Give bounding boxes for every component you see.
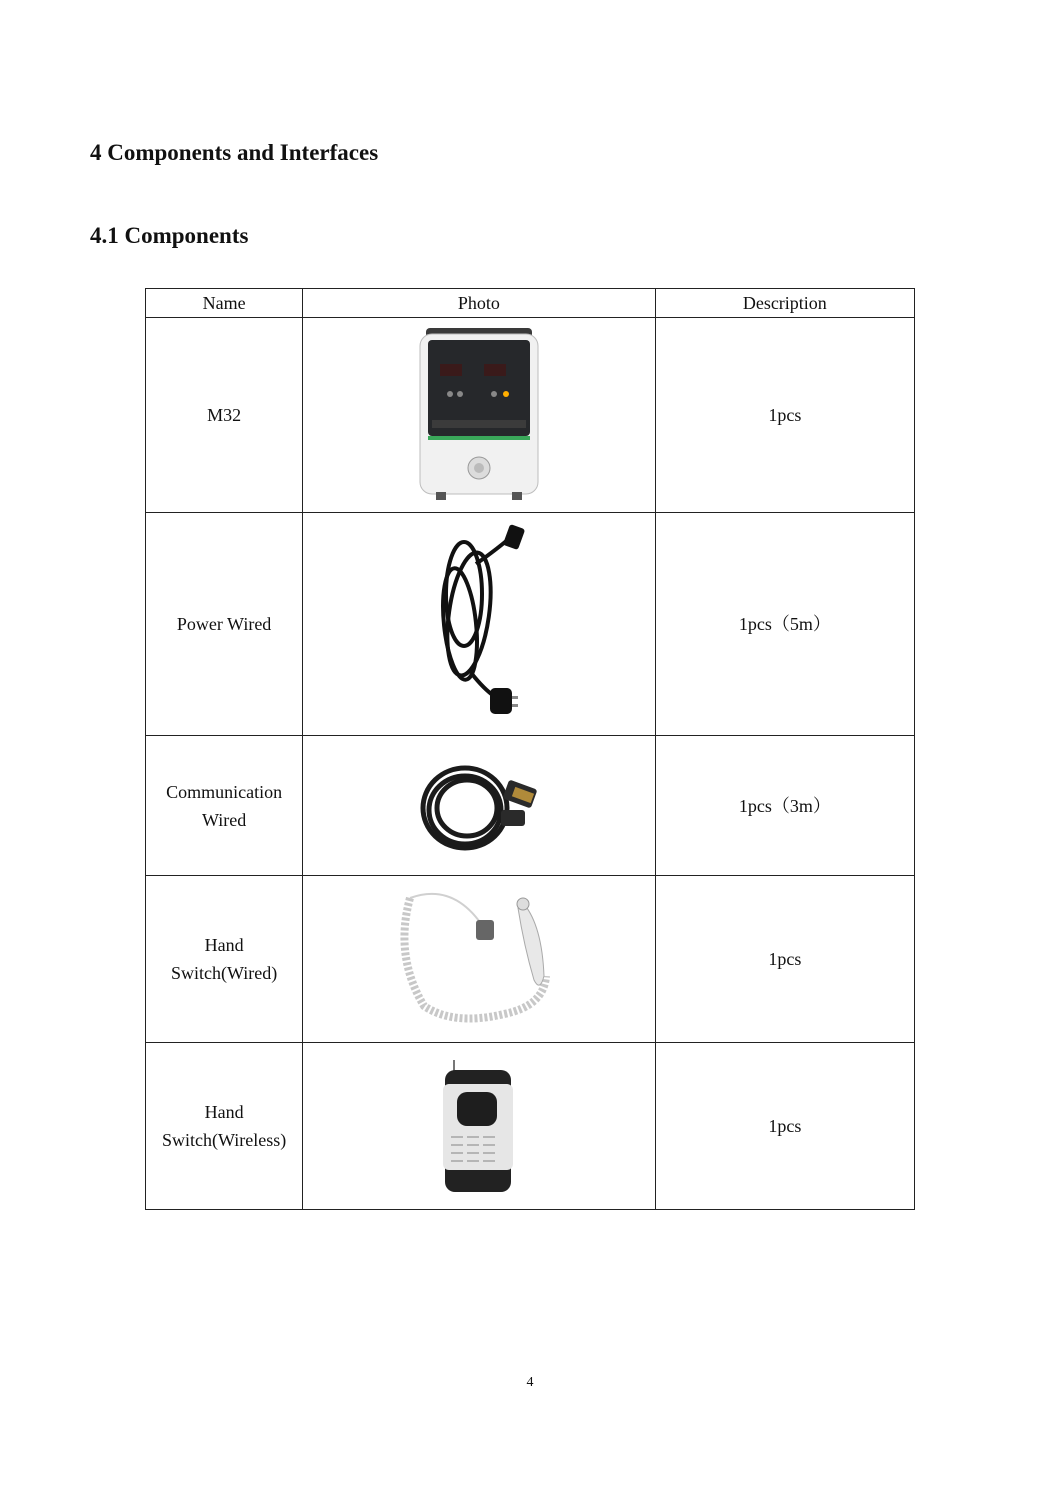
component-name: Hand Switch(Wired) — [170, 935, 278, 983]
table-row — [146, 513, 915, 736]
component-name: Hand Switch(Wireless) — [161, 1102, 287, 1150]
component-description: 1pcs（5m） — [655, 513, 914, 736]
section-title: 4 Components and Interfaces — [90, 140, 379, 165]
component-name: M32 — [207, 405, 242, 425]
component-name: Communication Wired — [166, 781, 283, 830]
power-cable-photo — [303, 524, 654, 724]
table-row — [146, 318, 915, 513]
component-description: 1pcs（3m） — [655, 736, 914, 876]
page-number: 4 — [526, 1375, 534, 1390]
component-name: Power Wired — [176, 614, 272, 634]
table-row — [146, 1043, 915, 1210]
table-row — [146, 876, 915, 1043]
wired-hand-switch-photo — [303, 886, 654, 1032]
wireless-hand-switch-photo — [303, 1056, 654, 1196]
table-header-row — [146, 289, 915, 318]
component-description: 1pcs — [655, 318, 914, 513]
component-description: 1pcs — [655, 1043, 914, 1210]
header-description: Description — [655, 289, 914, 318]
subsection-title: 4.1 Components — [90, 223, 249, 248]
header-photo: Photo — [303, 289, 655, 318]
header-name: Name — [146, 289, 303, 318]
components-table — [145, 288, 915, 1210]
m32-device-photo — [303, 324, 654, 506]
table-row — [146, 736, 915, 876]
communication-cable-photo — [303, 750, 654, 862]
component-description: 1pcs — [655, 876, 914, 1043]
